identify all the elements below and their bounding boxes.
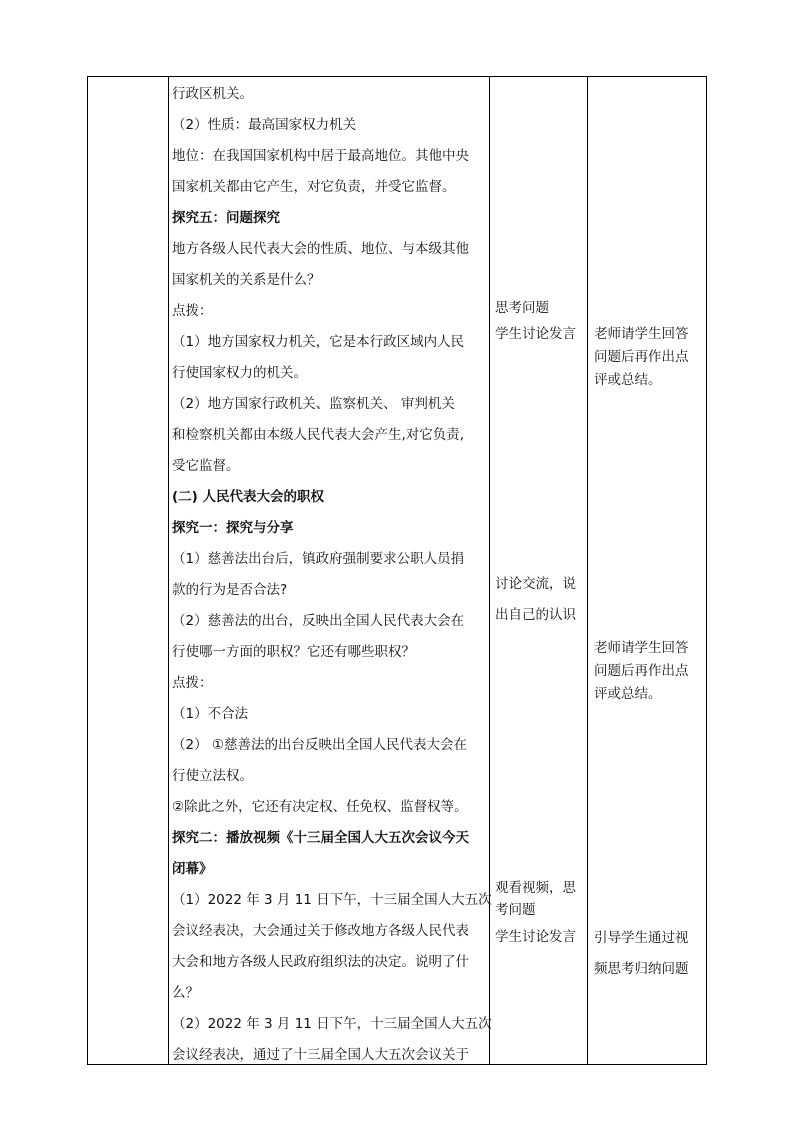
note-line: 问题后再作出点 xyxy=(594,349,689,365)
section-heading: 探究一：探究与分享 xyxy=(172,520,294,536)
teaching-content-cell xyxy=(172,79,492,1071)
content-line: （2）2022 年 3 月 11 日下午，十三届全国人大五次 xyxy=(172,1016,492,1032)
content-line: 行使立法权。 xyxy=(172,768,253,784)
lesson-table xyxy=(87,76,707,1065)
content-line: （2）慈善法的出台，反映出全国人民代表大会在 xyxy=(172,613,465,629)
note-line: 频思考归纳问题 xyxy=(594,961,689,977)
column-divider xyxy=(489,77,490,1064)
content-line: 点拨： xyxy=(172,303,213,319)
note-line: 评或总结。 xyxy=(594,372,662,388)
content-line: 国家机关都由它产生，对它负责，并受它监督。 xyxy=(172,179,456,195)
note-line: 讨论交流，说 xyxy=(495,576,576,592)
content-line: （2）性质：最高国家权力机关 xyxy=(172,117,357,133)
content-line: 会议经表决，大会通过关于修改地方各级人民代表 xyxy=(172,923,469,939)
content-line: ②除此之外，它还有决定权、任免权、监督权等。 xyxy=(172,799,468,815)
note-line: 老师请学生回答 xyxy=(594,326,689,342)
content-line: 地位：在我国国家机构中居于最高地位。其他中央 xyxy=(172,148,469,164)
content-line: 行使哪一方面的职权？它还有哪些职权？ xyxy=(172,644,415,660)
note-line: 学生讨论发言 xyxy=(495,326,576,342)
note-line: 学生讨论发言 xyxy=(495,929,576,945)
content-line: （2）地方国家行政机关、监察机关、 审判机关 xyxy=(172,396,455,412)
content-line: （2） ①慈善法的出台反映出全国人民代表大会在 xyxy=(172,737,467,753)
content-line: 款的行为是否合法? xyxy=(172,582,288,598)
note-line: 引导学生通过视 xyxy=(594,930,689,946)
student-activity-note xyxy=(495,295,576,347)
content-line: （1）地方国家权力机关，它是本行政区域内人民 xyxy=(172,334,465,350)
content-line: 行政区机关。 xyxy=(172,86,253,102)
content-line: 受它监督。 xyxy=(172,458,240,474)
content-line: 么？ xyxy=(172,985,199,1001)
note-line: 出自己的认识 xyxy=(495,607,576,623)
column-divider xyxy=(587,77,588,1064)
teacher-activity-note xyxy=(594,323,689,392)
student-activity-note xyxy=(495,569,576,631)
content-line: 大会和地方各级人民政府组织法的决定。说明了什 xyxy=(172,954,469,970)
section-heading: (二) 人民代表大会的职权 xyxy=(172,489,325,505)
section-heading: 闭幕》 xyxy=(172,861,213,877)
note-line: 考问题 xyxy=(495,902,536,918)
note-line: 老师请学生回答 xyxy=(594,640,689,656)
content-line: 国家机关的关系是什么？ xyxy=(172,272,321,288)
section-heading: 探究五：问题探究 xyxy=(172,210,280,226)
section-heading: 探究二：播放视频《十三届全国人大五次会议今天 xyxy=(172,830,469,846)
content-line: （1）2022 年 3 月 11 日下午，十三届全国人大五次 xyxy=(172,892,492,908)
content-line: 和检察机关都由本级人民代表大会产生,对它负责, xyxy=(172,427,465,443)
teacher-activity-note xyxy=(594,637,689,706)
note-line: 问题后再作出点 xyxy=(594,663,689,679)
note-line: 评或总结。 xyxy=(594,686,662,702)
student-activity-note xyxy=(495,877,576,948)
content-line: 行使国家权力的机关。 xyxy=(172,365,307,381)
column-divider xyxy=(168,77,169,1064)
note-line: 观看视频，思 xyxy=(495,880,576,896)
content-line: （1）慈善法出台后，镇政府强制要求公职人员捐 xyxy=(172,551,465,567)
content-line: 会议经表决，通过了十三届全国人大五次会议关于 xyxy=(172,1047,469,1063)
teacher-activity-note xyxy=(594,923,689,985)
content-line: 点拨： xyxy=(172,675,213,691)
note-line: 思考问题 xyxy=(495,300,549,316)
content-line: （1）不合法 xyxy=(172,706,249,722)
content-line: 地方各级人民代表大会的性质、地位、与本级其他 xyxy=(172,241,469,257)
